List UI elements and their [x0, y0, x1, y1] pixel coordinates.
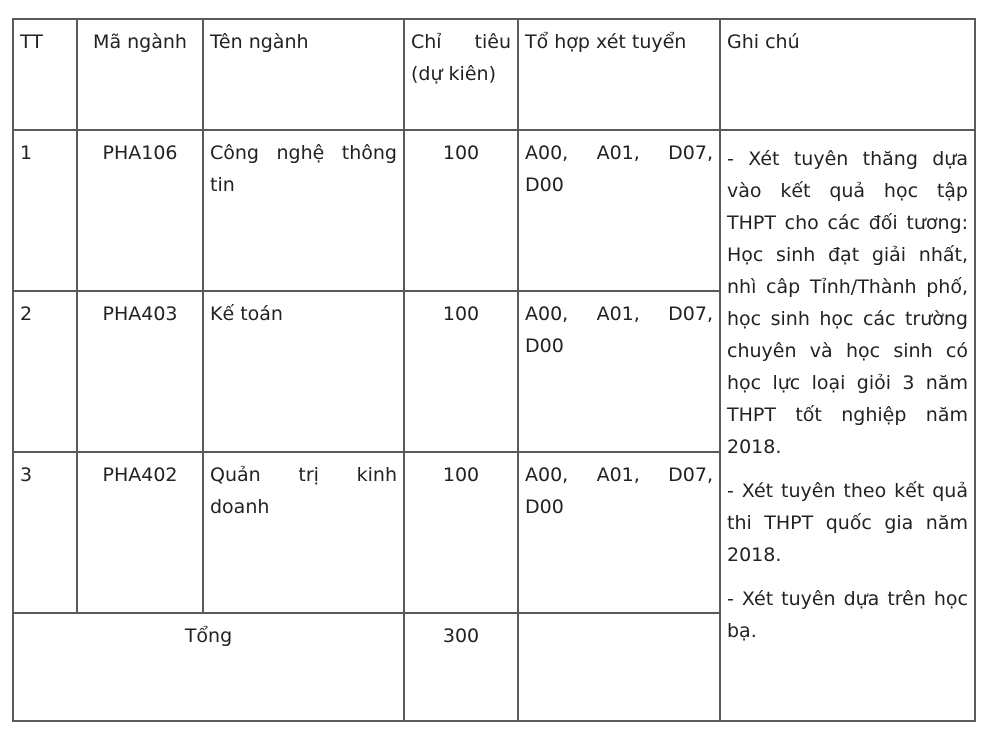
total-value: 300	[404, 613, 518, 721]
row-quota: 100	[404, 452, 518, 613]
header-code: Mã ngành	[77, 19, 203, 130]
header-name: Tên ngành	[203, 19, 404, 130]
note-3: - Xét tuyên dựa trên học bạ.	[727, 588, 968, 642]
row-name: Công nghệ thông tin	[203, 130, 404, 291]
row-name: Quản trị kinh doanh	[203, 452, 404, 613]
table-row	[13, 130, 975, 291]
admissions-table	[12, 18, 976, 722]
note-1: - Xét tuyên thăng dựa vào kết quả học tập THPT cho các đối tương: Học sinh đạt giải nhất, nhì câp Tỉnh/Thành phố, học sinh học các trường chuyên và học sinh có học lực loại giỏi 3 năm THPT tốt nghiệp năm 2018.	[727, 148, 968, 458]
note-2: - Xét tuyên theo kết quả thi THPT quốc gia năm 2018.	[727, 480, 968, 566]
total-label: Tổng	[13, 613, 404, 721]
row-tt: 1	[13, 130, 77, 291]
notes-cell	[720, 130, 975, 721]
header-notes: Ghi chú	[720, 19, 975, 130]
total-empty	[518, 613, 720, 721]
row-combos: A00, A01, D07, D00	[518, 291, 720, 452]
row-code: PHA402	[77, 452, 203, 613]
row-tt: 2	[13, 291, 77, 452]
header-row	[13, 19, 975, 130]
row-quota: 100	[404, 291, 518, 452]
header-tt: TT	[13, 19, 77, 130]
row-code: PHA106	[77, 130, 203, 291]
row-combos: A00, A01, D07, D00	[518, 130, 720, 291]
row-tt: 3	[13, 452, 77, 613]
row-code: PHA403	[77, 291, 203, 452]
row-combos: A00, A01, D07, D00	[518, 452, 720, 613]
row-name: Kế toán	[203, 291, 404, 452]
row-quota: 100	[404, 130, 518, 291]
header-combos: Tổ hợp xét tuyển	[518, 19, 720, 130]
header-quota: Chỉ tiêu (dự kiên)	[404, 19, 518, 130]
